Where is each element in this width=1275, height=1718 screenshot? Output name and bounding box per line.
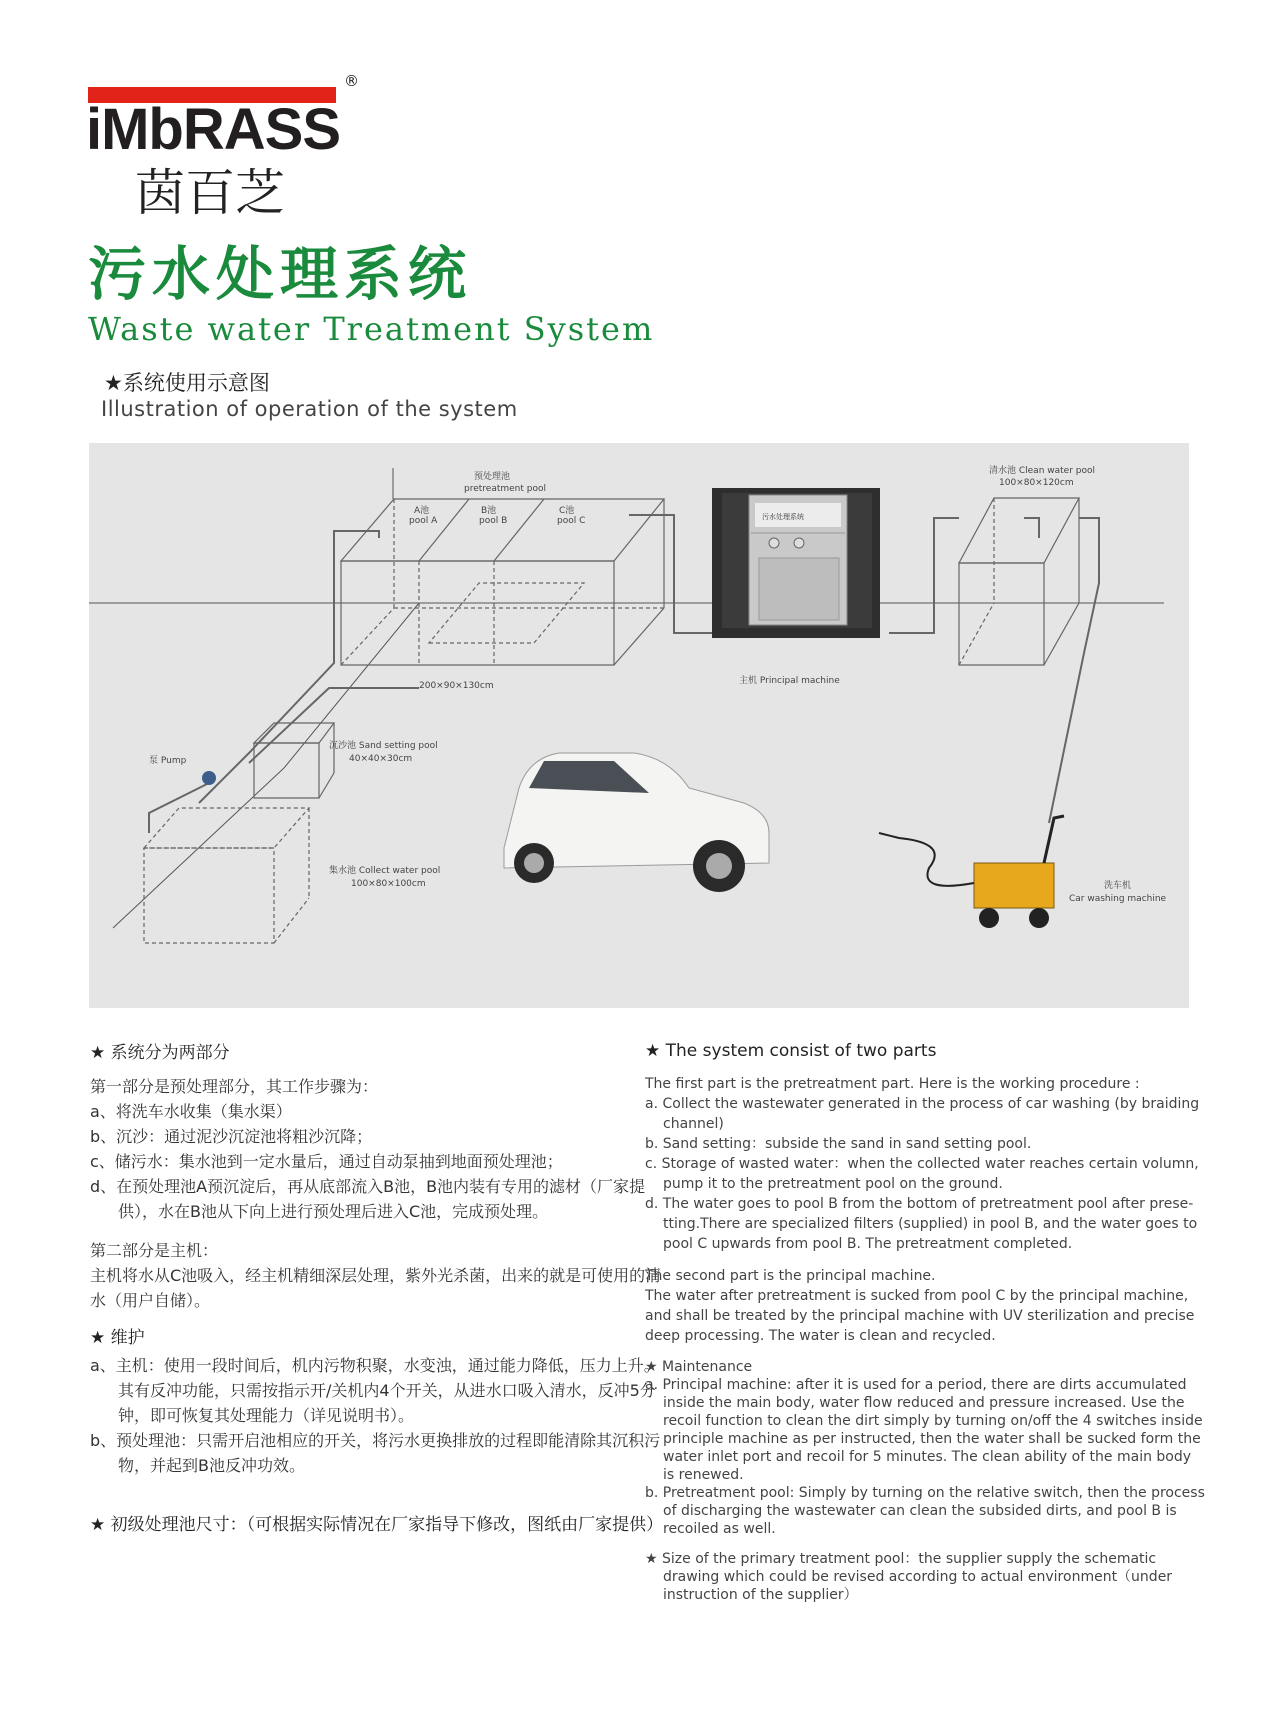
list-item: d. The water goes to pool B from the bottom of pretreatment pool after prese-tting.There are specialized filters (supplied) in pool B, and the water goes to pool C upwards from pool B. The pretreatment completed. — [645, 1196, 1198, 1252]
list-item: a. Collect the wastewater generated in the process of car washing (by braiding channel) — [645, 1096, 1200, 1132]
illustration-heading-cn: ★系统使用示意图 — [104, 371, 270, 395]
sand-pool-label: 沉沙池 Sand setting pool — [329, 741, 438, 751]
paragraph: 第二部分是主机： — [90, 1241, 219, 1260]
section-heading-en-2: ★ Maintenance — [645, 1359, 753, 1375]
pump-icon — [202, 771, 216, 785]
poolC-en: pool C — [557, 516, 586, 526]
page-title-en: Waste water Treatment System — [88, 310, 655, 348]
list-item: b、沉沙：通过泥沙沉淀池将粗沙沉降； — [90, 1127, 373, 1146]
machine-label: 主机 Principal machine — [739, 676, 840, 686]
section-heading-cn-3: ★ 初级处理池尺寸：（可根据实际情况在厂家指导下修改，图纸由厂家提供） — [90, 1515, 664, 1535]
washer-label-cn: 洗车机 — [1104, 881, 1132, 891]
list-item: a、主机：使用一段时间后，机内污物积聚，水变浊，通过能力降低，压力上升。其有反冲功能，只需按指示开/关机内4个开关，从进水口吸入清水，反冲5分钟，即可恢复其处理能力（详见说明书）。 — [90, 1356, 660, 1425]
paragraph: The first part is the pretreatment part. Here is the working procedure : — [645, 1076, 1140, 1092]
paragraph: 第一部分是预处理部分，其工作步骤为： — [90, 1077, 379, 1096]
clean-water-pool — [959, 498, 1079, 665]
section-heading-cn-1: ★ 系统分为两部分 — [90, 1043, 230, 1063]
illustration-heading-en: Illustration of operation of the system — [101, 397, 518, 421]
clean-pool-label: 清水池 Clean water pool — [989, 466, 1095, 476]
principal-machine — [712, 488, 880, 638]
page-title-cn: 污水处理系统 — [88, 240, 473, 308]
sand-pool-size: 40×40×30cm — [349, 754, 413, 764]
section-heading-cn-2: ★ 维护 — [90, 1328, 145, 1348]
car-washing-machine — [879, 816, 1064, 928]
poolB-cn: B池 — [481, 506, 497, 516]
list-item: c、储污水：集水池到一定水量后，通过自动泵抽到地面预处理池； — [90, 1152, 563, 1171]
list-item: b、预处理池：只需开启池相应的开关，将污水更换排放的过程即能清除其沉积污物，并起到B池反冲功效。 — [90, 1431, 661, 1475]
paragraph: The second part is the principal machine. — [645, 1268, 936, 1284]
system-diagram — [89, 443, 1189, 1008]
poolB-en: pool B — [479, 516, 508, 526]
poolA-cn: A池 — [414, 506, 430, 516]
pretreat-label-cn: 预处理池 — [474, 472, 511, 482]
list-item: b. Pretreatment pool: Simply by turning on the relative switch, then the process of discharging the wastewater can clean the subsided dirts, and pool B is recoiled as well. — [645, 1485, 1205, 1537]
section-heading-en-1: ★ The system consist of two parts — [645, 1041, 937, 1061]
machine-panel-label: 污水处理系统 — [762, 513, 804, 521]
registered-mark: ® — [344, 72, 359, 90]
pretreat-size: 200×90×130cm — [419, 681, 494, 691]
list-item: c. Storage of wasted water：when the collected water reaches certain volumn, pump it to the pretreatment pool on the ground. — [645, 1156, 1199, 1192]
right-column — [645, 1040, 1205, 1604]
poolA-en: pool A — [409, 516, 438, 526]
left-column — [90, 1042, 670, 1538]
clean-pool-size: 100×80×120cm — [999, 478, 1074, 488]
list-item: a. Principal machine: after it is used for a period, there are dirts accumulated inside the main body, water flow reduced and pressure increased. Use the recoil function to clean the dirt simply by turning on/off the 4 switches inside principle machine as per instructed, then the water shall be sucked form the water inlet port and recoil for 5 minutes. The clean ability of the main body is renewed. — [645, 1377, 1203, 1483]
list-item: a、将洗车水收集（集水渠） — [90, 1102, 292, 1121]
brand-name-cn: 茵百芝 — [135, 164, 285, 222]
section-heading-en-3: ★ Size of the primary treatment pool：the supplier supply the schematic drawing which could be revised according to actual environment（under instruction of the supplier） — [645, 1551, 1173, 1603]
list-item: d、在预处理池A预沉淀后，再从底部流入B池，B池内装有专用的滤材（厂家提供），水在B池从下向上进行预处理后进入C池，完成预处理。 — [90, 1177, 646, 1221]
pump-label: 泵 Pump — [149, 756, 187, 766]
car-image — [504, 753, 769, 892]
paragraph: The water after pretreatment is sucked from pool C by the principal machine, and shall be treated by the principal machine with UV sterilization and precise deep processing. The water is clean and recycled. — [645, 1288, 1195, 1344]
washer-label-en: Car washing machine — [1069, 894, 1167, 904]
poolC-cn: C池 — [559, 506, 575, 516]
collect-pool-label: 集水池 Collect water pool — [329, 866, 441, 876]
paragraph: 主机将水从C池吸入，经主机精细深层处理，紫外光杀菌，出来的就是可使用的清水（用户自储）。 — [90, 1266, 662, 1310]
collect-pool-size: 100×80×100cm — [351, 879, 426, 889]
brand-logo: iMbRASS — [86, 97, 340, 162]
pretreat-label-en: pretreatment pool — [464, 484, 546, 494]
list-item: b. Sand setting：subside the sand in sand setting pool. — [645, 1136, 1032, 1152]
